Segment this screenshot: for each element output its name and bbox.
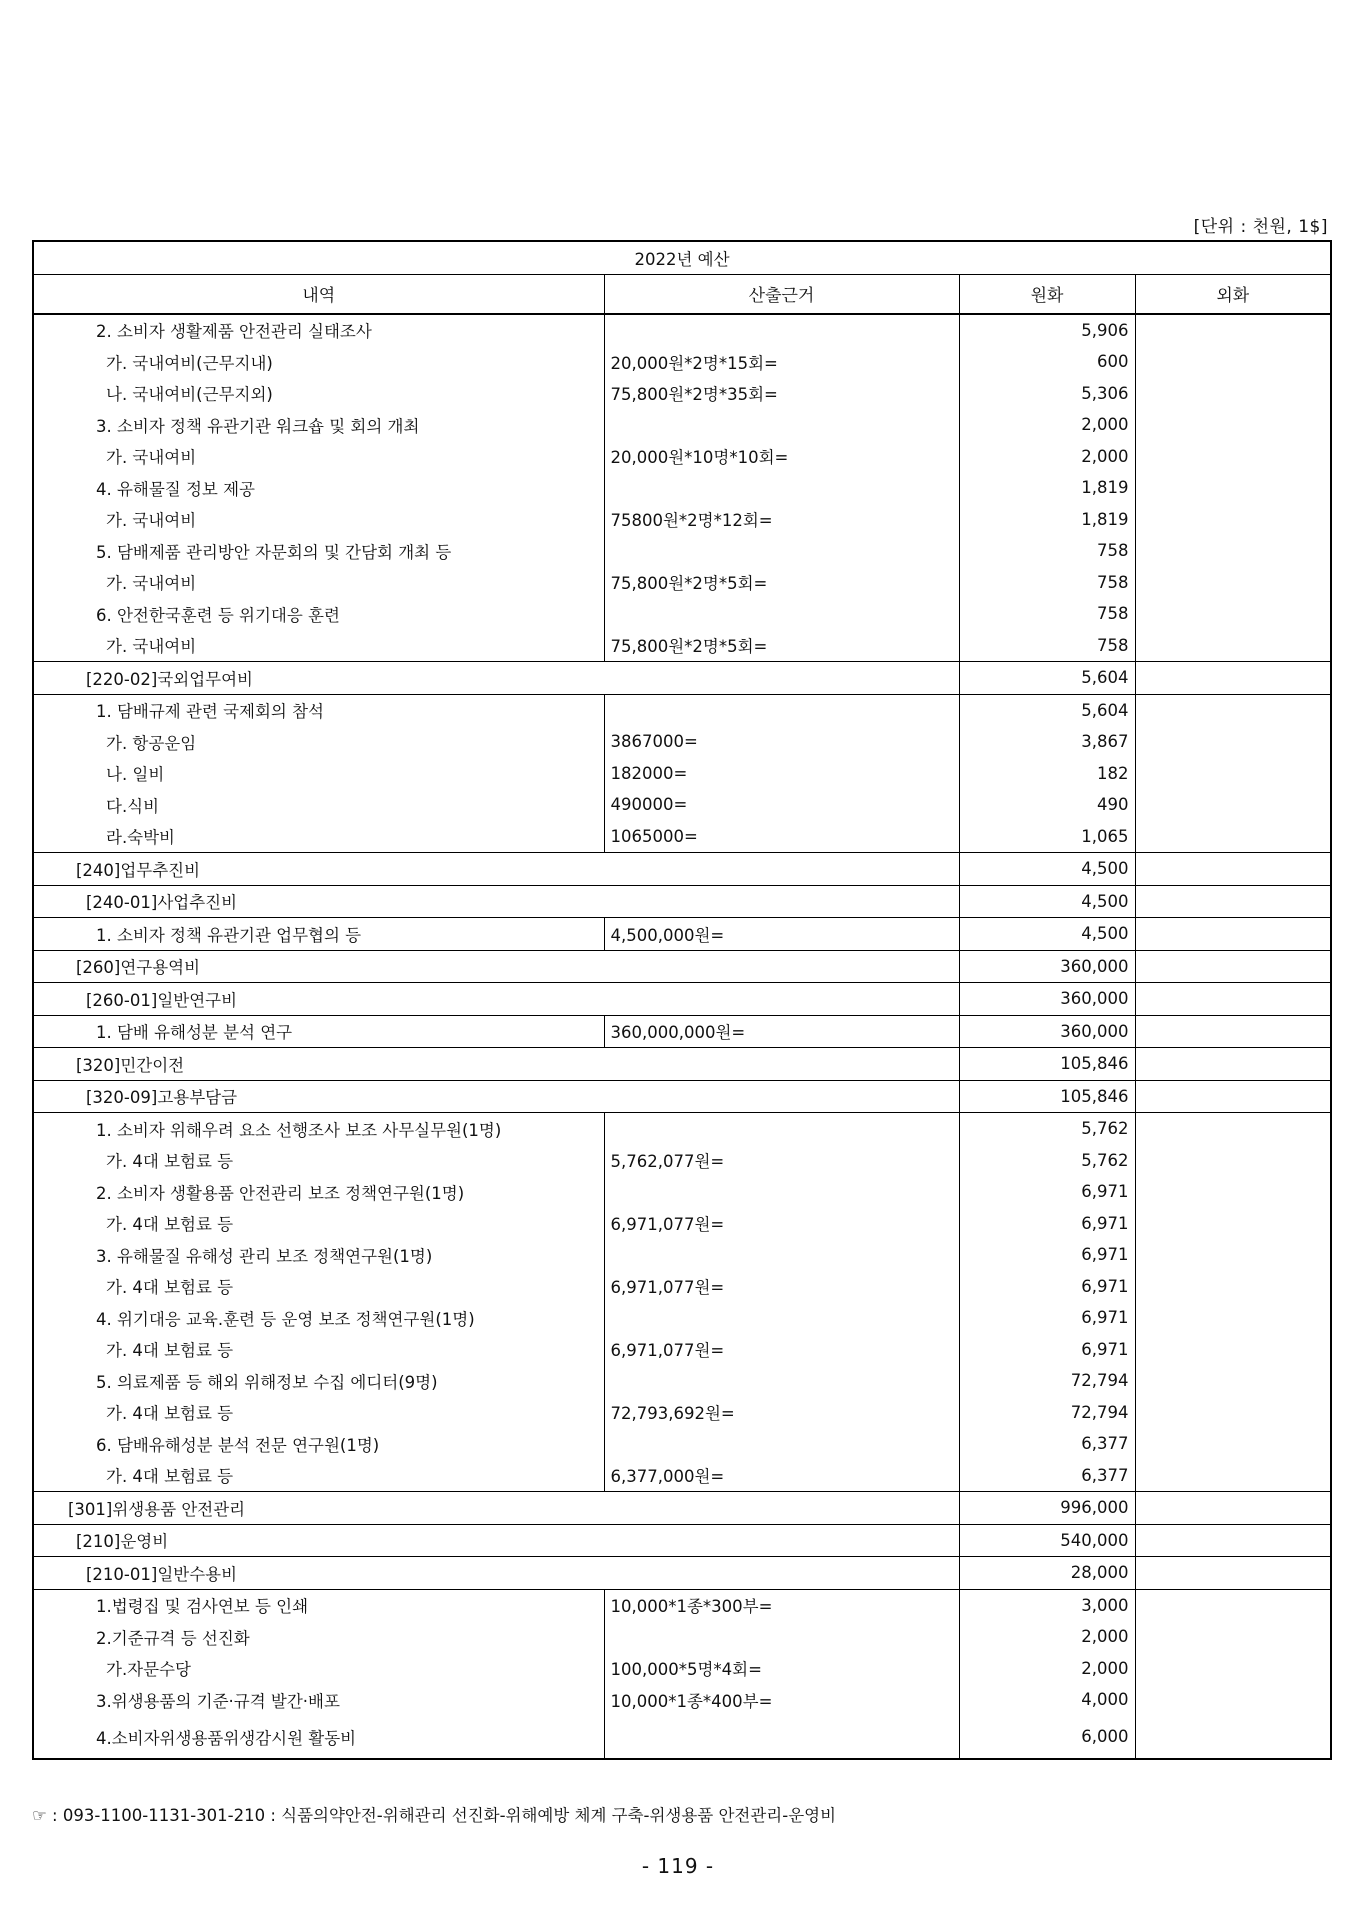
row-description: 2.기준규격 등 선진화: [33, 1621, 604, 1653]
row-calculation-basis: 182000=: [604, 758, 959, 790]
row-krw-amount: 5,306: [959, 378, 1135, 410]
table-row: [33, 983, 1331, 1016]
row-calculation-basis: 72,793,692원=: [604, 1397, 959, 1429]
table-row: [33, 1145, 1331, 1177]
row-calculation-basis: 10,000*1종*400부=: [604, 1684, 959, 1716]
row-foreign-amount: [1135, 472, 1331, 504]
table-row: [33, 789, 1331, 821]
row-foreign-amount: [1135, 504, 1331, 536]
row-foreign-amount: [1135, 630, 1331, 662]
row-calculation-basis: 10,000*1종*300부=: [604, 1589, 959, 1621]
table-row: [33, 853, 1331, 886]
row-calculation-basis: [604, 1302, 959, 1334]
row-description: [220-02]국외업무여비: [33, 662, 959, 695]
table-row: [33, 1653, 1331, 1685]
row-description: 1.법령집 및 검사연보 등 인쇄: [33, 1589, 604, 1621]
row-foreign-amount: [1135, 1589, 1331, 1621]
row-foreign-amount: [1135, 983, 1331, 1016]
row-description: 가. 국내여비: [33, 567, 604, 599]
row-foreign-amount: [1135, 567, 1331, 599]
row-foreign-amount: [1135, 1271, 1331, 1303]
table-row: [33, 950, 1331, 983]
row-krw-amount: 6,971: [959, 1334, 1135, 1366]
table-row: [33, 1048, 1331, 1081]
row-calculation-basis: 6,971,077원=: [604, 1334, 959, 1366]
table-row: [33, 1015, 1331, 1048]
row-krw-amount: 996,000: [959, 1492, 1135, 1525]
row-krw-amount: 4,500: [959, 918, 1135, 951]
row-krw-amount: 4,000: [959, 1684, 1135, 1716]
row-foreign-amount: [1135, 853, 1331, 886]
row-krw-amount: 758: [959, 598, 1135, 630]
row-foreign-amount: [1135, 1492, 1331, 1525]
row-krw-amount: 1,819: [959, 472, 1135, 504]
table-row: [33, 1208, 1331, 1240]
row-foreign-amount: [1135, 535, 1331, 567]
table-title: 2022년 예산: [33, 241, 1331, 274]
table-body: [33, 314, 1331, 1759]
row-foreign-amount: [1135, 950, 1331, 983]
table-row: [33, 1271, 1331, 1303]
table-row: [33, 662, 1331, 695]
row-krw-amount: 5,604: [959, 662, 1135, 695]
row-description: 6. 안전한국훈련 등 위기대응 훈련: [33, 598, 604, 630]
header-fx: 외화: [1135, 274, 1331, 314]
row-description: 나. 일비: [33, 758, 604, 790]
table-row: [33, 1492, 1331, 1525]
table-row: [33, 694, 1331, 726]
row-foreign-amount: [1135, 1176, 1331, 1208]
table-row: [33, 472, 1331, 504]
row-krw-amount: 6,971: [959, 1271, 1135, 1303]
row-calculation-basis: 3867000=: [604, 726, 959, 758]
row-foreign-amount: [1135, 1048, 1331, 1081]
row-foreign-amount: [1135, 1015, 1331, 1048]
table-row: [33, 535, 1331, 567]
row-foreign-amount: [1135, 1302, 1331, 1334]
row-krw-amount: 490: [959, 789, 1135, 821]
row-description: 가. 4대 보험료 등: [33, 1208, 604, 1240]
header-krw: 원화: [959, 274, 1135, 314]
row-krw-amount: 3,000: [959, 1589, 1135, 1621]
row-calculation-basis: 100,000*5명*4회=: [604, 1653, 959, 1685]
row-calculation-basis: 75800원*2명*12회=: [604, 504, 959, 536]
row-description: 다.식비: [33, 789, 604, 821]
table-row: [33, 1334, 1331, 1366]
row-krw-amount: 3,867: [959, 726, 1135, 758]
row-krw-amount: 360,000: [959, 983, 1135, 1016]
row-description: 1. 소비자 위해우려 요소 선행조사 보조 사무실무원(1명): [33, 1113, 604, 1145]
row-description: 가. 국내여비: [33, 441, 604, 473]
row-calculation-basis: [604, 1716, 959, 1759]
row-krw-amount: 1,065: [959, 821, 1135, 853]
row-krw-amount: 4,500: [959, 853, 1135, 886]
row-calculation-basis: 490000=: [604, 789, 959, 821]
table-row: [33, 821, 1331, 853]
row-krw-amount: 5,604: [959, 694, 1135, 726]
table-row: [33, 1589, 1331, 1621]
row-foreign-amount: [1135, 1113, 1331, 1145]
table-row: [33, 1397, 1331, 1429]
row-calculation-basis: 20,000원*2명*15회=: [604, 346, 959, 378]
table-row: [33, 918, 1331, 951]
row-description: 5. 의료제품 등 해외 위해정보 수집 에디터(9명): [33, 1365, 604, 1397]
row-foreign-amount: [1135, 789, 1331, 821]
table-row: [33, 1080, 1331, 1113]
row-foreign-amount: [1135, 821, 1331, 853]
row-foreign-amount: [1135, 1428, 1331, 1460]
row-description: 4. 유해물질 정보 제공: [33, 472, 604, 504]
row-calculation-basis: [604, 409, 959, 441]
row-description: [210]운영비: [33, 1524, 959, 1557]
row-foreign-amount: [1135, 885, 1331, 918]
row-foreign-amount: [1135, 1397, 1331, 1429]
row-krw-amount: 6,377: [959, 1428, 1135, 1460]
row-foreign-amount: [1135, 1365, 1331, 1397]
row-krw-amount: 2,000: [959, 409, 1135, 441]
table-row: [33, 758, 1331, 790]
row-foreign-amount: [1135, 409, 1331, 441]
table-row: [33, 504, 1331, 536]
row-krw-amount: 182: [959, 758, 1135, 790]
row-krw-amount: 360,000: [959, 950, 1135, 983]
row-description: [260]연구용역비: [33, 950, 959, 983]
row-krw-amount: 540,000: [959, 1524, 1135, 1557]
row-description: [210-01]일반수용비: [33, 1557, 959, 1590]
row-description: 3.위생용품의 기준·규격 발간·배포: [33, 1684, 604, 1716]
row-krw-amount: 6,971: [959, 1239, 1135, 1271]
row-foreign-amount: [1135, 1208, 1331, 1240]
row-foreign-amount: [1135, 918, 1331, 951]
row-calculation-basis: [604, 535, 959, 567]
row-calculation-basis: 75,800원*2명*35회=: [604, 378, 959, 410]
table-row: [33, 1176, 1331, 1208]
header-desc: 내역: [33, 274, 604, 314]
row-calculation-basis: 1065000=: [604, 821, 959, 853]
row-description: 라.숙박비: [33, 821, 604, 853]
table-row: [33, 1428, 1331, 1460]
row-description: [301]위생용품 안전관리: [33, 1492, 959, 1525]
row-krw-amount: 1,819: [959, 504, 1135, 536]
row-foreign-amount: [1135, 726, 1331, 758]
row-description: 6. 담배유해성분 분석 전문 연구원(1명): [33, 1428, 604, 1460]
header-basis: 산출근거: [604, 274, 959, 314]
row-description: 1. 담배 유해성분 분석 연구: [33, 1015, 604, 1048]
row-foreign-amount: [1135, 1460, 1331, 1492]
row-krw-amount: 758: [959, 535, 1135, 567]
row-krw-amount: 28,000: [959, 1557, 1135, 1590]
table-row: [33, 1684, 1331, 1716]
row-description: 가. 4대 보험료 등: [33, 1460, 604, 1492]
row-krw-amount: 5,762: [959, 1113, 1135, 1145]
table-row: [33, 885, 1331, 918]
page-number: - 119 -: [641, 1854, 715, 1878]
row-calculation-basis: [604, 1428, 959, 1460]
row-calculation-basis: [604, 1621, 959, 1653]
row-foreign-amount: [1135, 441, 1331, 473]
row-description: 가. 국내여비(근무지내): [33, 346, 604, 378]
row-foreign-amount: [1135, 1621, 1331, 1653]
row-calculation-basis: 75,800원*2명*5회=: [604, 567, 959, 599]
row-description: [260-01]일반연구비: [33, 983, 959, 1016]
table-row: [33, 409, 1331, 441]
row-krw-amount: 758: [959, 567, 1135, 599]
row-calculation-basis: 75,800원*2명*5회=: [604, 630, 959, 662]
table-row: [33, 314, 1331, 347]
row-description: 2. 소비자 생활용품 안전관리 보조 정책연구원(1명): [33, 1176, 604, 1208]
row-description: 가. 국내여비: [33, 630, 604, 662]
table-row: [33, 1460, 1331, 1492]
table-row: [33, 567, 1331, 599]
row-krw-amount: 600: [959, 346, 1135, 378]
row-krw-amount: 5,762: [959, 1145, 1135, 1177]
row-calculation-basis: [604, 1176, 959, 1208]
budget-table: [32, 240, 1332, 1760]
row-krw-amount: 72,794: [959, 1397, 1135, 1429]
table-row: [33, 598, 1331, 630]
row-foreign-amount: [1135, 694, 1331, 726]
table-row: [33, 346, 1331, 378]
row-calculation-basis: 6,971,077원=: [604, 1271, 959, 1303]
row-calculation-basis: [604, 1365, 959, 1397]
row-calculation-basis: [604, 472, 959, 504]
row-foreign-amount: [1135, 1239, 1331, 1271]
row-foreign-amount: [1135, 598, 1331, 630]
row-description: 1. 담배규제 관련 국제회의 참석: [33, 694, 604, 726]
row-description: 4.소비자위생용품위생감시원 활동비: [33, 1716, 604, 1759]
table-row: [33, 378, 1331, 410]
row-description: 가. 항공운임: [33, 726, 604, 758]
row-krw-amount: 360,000: [959, 1015, 1135, 1048]
row-description: 가. 4대 보험료 등: [33, 1145, 604, 1177]
row-description: [320]민간이전: [33, 1048, 959, 1081]
row-calculation-basis: 6,971,077원=: [604, 1208, 959, 1240]
row-krw-amount: 5,906: [959, 314, 1135, 347]
row-krw-amount: 6,377: [959, 1460, 1135, 1492]
footnote: ☞ : 093-1100-1131-301-210 : 식품의약안전-위해관리 선진화-위해예방 체계 구축-위생용품 안전관리-운영비: [32, 1806, 837, 1825]
row-description: 가. 국내여비: [33, 504, 604, 536]
row-calculation-basis: [604, 694, 959, 726]
row-description: 5. 담배제품 관리방안 자문회의 및 간담회 개최 등: [33, 535, 604, 567]
row-krw-amount: 6,971: [959, 1302, 1135, 1334]
row-krw-amount: 2,000: [959, 1621, 1135, 1653]
table-row: [33, 1239, 1331, 1271]
table-row: [33, 1557, 1331, 1590]
row-description: 가. 4대 보험료 등: [33, 1271, 604, 1303]
row-calculation-basis: 5,762,077원=: [604, 1145, 959, 1177]
row-description: 나. 국내여비(근무지외): [33, 378, 604, 410]
row-krw-amount: 72,794: [959, 1365, 1135, 1397]
row-calculation-basis: 360,000,000원=: [604, 1015, 959, 1048]
row-calculation-basis: [604, 1239, 959, 1271]
row-foreign-amount: [1135, 314, 1331, 347]
row-description: 1. 소비자 정책 유관기관 업무협의 등: [33, 918, 604, 951]
row-foreign-amount: [1135, 1716, 1331, 1759]
table-row: [33, 1365, 1331, 1397]
row-calculation-basis: 20,000원*10명*10회=: [604, 441, 959, 473]
row-foreign-amount: [1135, 346, 1331, 378]
row-foreign-amount: [1135, 758, 1331, 790]
row-foreign-amount: [1135, 1557, 1331, 1590]
row-krw-amount: 105,846: [959, 1080, 1135, 1113]
row-calculation-basis: 4,500,000원=: [604, 918, 959, 951]
row-foreign-amount: [1135, 1684, 1331, 1716]
row-description: 4. 위기대응 교육.훈련 등 운영 보조 정책연구원(1명): [33, 1302, 604, 1334]
row-description: 가. 4대 보험료 등: [33, 1397, 604, 1429]
row-foreign-amount: [1135, 378, 1331, 410]
unit-label: [단위 : 천원, 1$]: [1193, 217, 1328, 237]
row-foreign-amount: [1135, 1334, 1331, 1366]
row-foreign-amount: [1135, 1653, 1331, 1685]
row-krw-amount: 2,000: [959, 441, 1135, 473]
row-description: 3. 소비자 정책 유관기관 워크숍 및 회의 개최: [33, 409, 604, 441]
row-calculation-basis: [604, 1113, 959, 1145]
row-krw-amount: 758: [959, 630, 1135, 662]
row-krw-amount: 6,971: [959, 1176, 1135, 1208]
row-description: [240-01]사업추진비: [33, 885, 959, 918]
table-row: [33, 726, 1331, 758]
row-krw-amount: 2,000: [959, 1653, 1135, 1685]
table-row: [33, 1716, 1331, 1759]
row-description: 가.자문수당: [33, 1653, 604, 1685]
table-row: [33, 441, 1331, 473]
table-row: [33, 1302, 1331, 1334]
row-description: [240]업무추진비: [33, 853, 959, 886]
row-krw-amount: 4,500: [959, 885, 1135, 918]
table-row: [33, 630, 1331, 662]
row-description: 3. 유해물질 유해성 관리 보조 정책연구원(1명): [33, 1239, 604, 1271]
row-calculation-basis: 6,377,000원=: [604, 1460, 959, 1492]
row-calculation-basis: [604, 314, 959, 347]
row-foreign-amount: [1135, 1080, 1331, 1113]
row-foreign-amount: [1135, 1145, 1331, 1177]
table-row: [33, 1621, 1331, 1653]
row-description: 2. 소비자 생활제품 안전관리 실태조사: [33, 314, 604, 347]
row-krw-amount: 6,971: [959, 1208, 1135, 1240]
table-row: [33, 1113, 1331, 1145]
row-krw-amount: 6,000: [959, 1716, 1135, 1759]
table-row: [33, 1524, 1331, 1557]
row-calculation-basis: [604, 598, 959, 630]
row-foreign-amount: [1135, 662, 1331, 695]
row-description: [320-09]고용부담금: [33, 1080, 959, 1113]
row-description: 가. 4대 보험료 등: [33, 1334, 604, 1366]
row-krw-amount: 105,846: [959, 1048, 1135, 1081]
row-foreign-amount: [1135, 1524, 1331, 1557]
